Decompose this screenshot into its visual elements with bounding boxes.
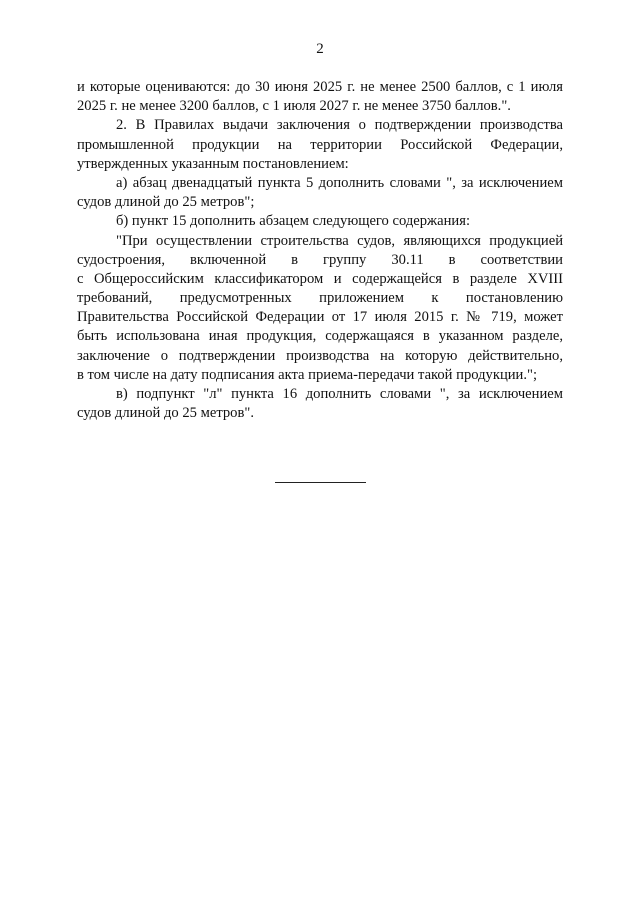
text-line: 2025 г. не менее 3200 баллов, с 1 июля 2027 г. не менее 3750 баллов.". — [77, 98, 511, 115]
text-line: и которые оцениваются: до 30 июня 2025 г. не менее 2500 баллов, с 1 июля — [77, 79, 563, 95]
text-line: быть использована иная продукция, содержащаяся в указанном разделе, — [77, 328, 563, 345]
text-line: заключение о подтверждении производства на которую действительно, — [77, 347, 563, 364]
text-line: в) подпункт "л" пункта 16 дополнить словами ", за исключением — [116, 386, 563, 402]
end-separator-line — [275, 482, 366, 483]
text-line: Правительства Российской Федерации от 17 июля 2015 г. № 719, может — [77, 309, 563, 326]
text-line: промышленной продукции на территории Российской Федерации, — [77, 136, 563, 153]
text-line: б) пункт 15 дополнить абзацем следующего содержания: — [116, 213, 471, 230]
text-line: судостроения, включенной в группу 30.11 в соответствии — [77, 251, 563, 268]
page-number: 2 — [316, 41, 324, 57]
document-body — [77, 78, 563, 423]
text-line: "При осуществлении строительства судов, являющихся продукцией — [116, 232, 563, 249]
text-line: в том числе на дату подписания акта приема-передачи такой продукции."; — [77, 366, 538, 383]
text-line: судов длиной до 25 метров"; — [77, 194, 255, 211]
text-line: требований, предусмотренных приложением к постановлению — [77, 290, 563, 307]
text-line: 2. В Правилах выдачи заключения о подтверждении производства — [116, 117, 563, 134]
text-line: утвержденных указанным постановлением: — [77, 155, 349, 172]
text-line: судов длиной до 25 метров". — [77, 405, 254, 422]
text-line: а) абзац двенадцатый пункта 5 дополнить словами ", за исключением — [116, 174, 563, 191]
text-line: с Общероссийским классификатором и содержащейся в разделе XVIII — [77, 270, 563, 287]
